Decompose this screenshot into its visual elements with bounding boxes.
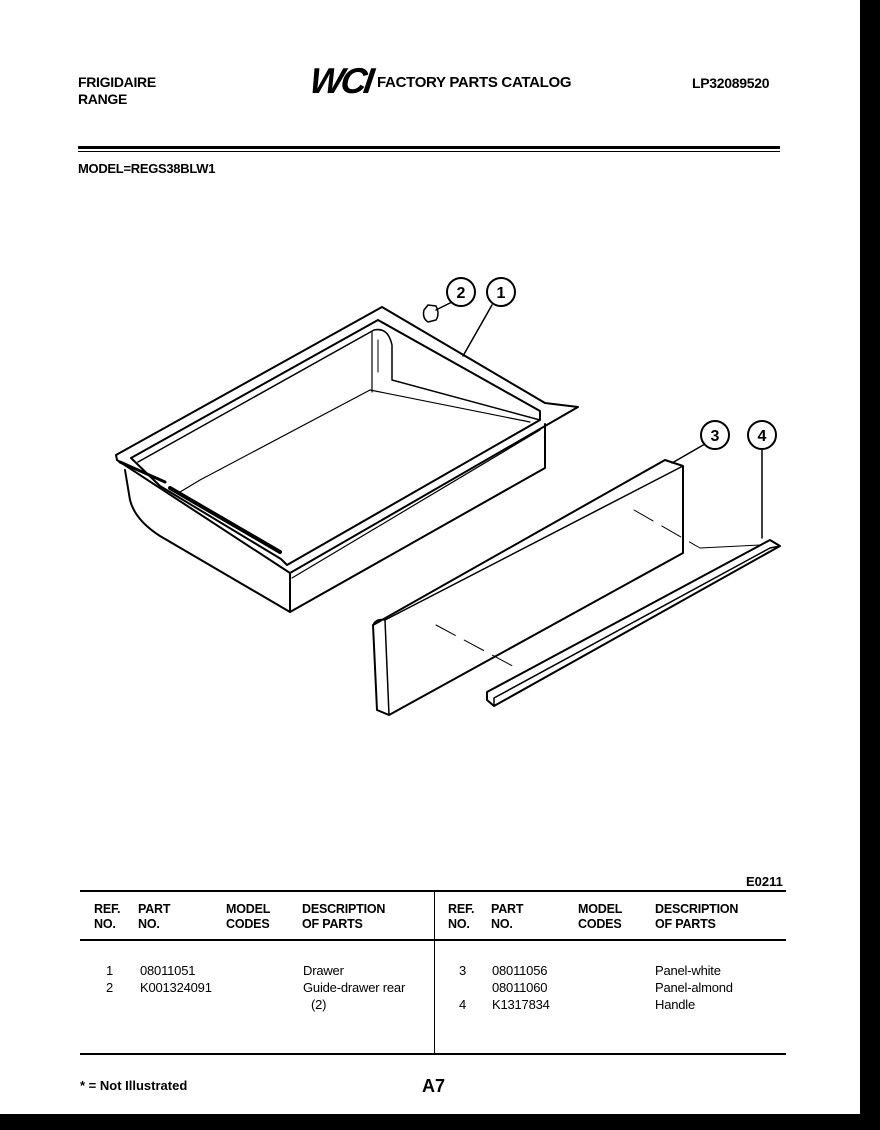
- callout-1-label: 1: [496, 285, 506, 302]
- header-part-no-right: PART NO.: [491, 902, 524, 931]
- table-row-right-2-desc: Panel-almond: [655, 980, 733, 995]
- callout-4-label: 4: [757, 428, 767, 445]
- table-row-left-1-desc: Drawer: [303, 963, 344, 978]
- header-ref-no-right: REF. NO.: [448, 902, 475, 931]
- table-row-right-1-ref: 3: [459, 963, 467, 978]
- table-row-right-3-ref: 4: [459, 997, 467, 1012]
- model-number: MODEL=REGS38BLW1: [78, 161, 216, 176]
- table-row-right-1-desc: Panel-white: [655, 963, 721, 978]
- table-header-rule: [80, 939, 786, 941]
- table-row-left-2-part: K001324091: [140, 980, 212, 995]
- brand-block: [78, 74, 156, 108]
- callout-2: [447, 278, 475, 306]
- table-row-left-2-ref: 2: [106, 980, 114, 995]
- header-ref-no-left: REF. NO.: [94, 902, 121, 931]
- table-row-left-2-desc: Guide-drawer rear: [303, 980, 406, 995]
- header-model-codes-right: MODEL CODES: [578, 902, 623, 931]
- callout-1: [487, 278, 515, 306]
- page-number: A7: [422, 1076, 446, 1096]
- callout-3-label: 3: [710, 428, 720, 445]
- header-part-no-left: PART NO.: [138, 902, 171, 931]
- handle-illustration: [487, 540, 780, 706]
- header-rule-thick: [78, 146, 780, 149]
- table-row-right-2-part: 08011060: [492, 980, 548, 995]
- header-description-left: DESCRIPTION OF PARTS: [302, 902, 386, 931]
- exploded-parts-diagram: [0, 260, 860, 740]
- product-type: RANGE: [78, 91, 128, 107]
- callout-4: [748, 421, 776, 449]
- footnote: * = Not Illustrated: [80, 1078, 188, 1093]
- drawer-illustration: [116, 305, 578, 612]
- catalog-number: LP32089520: [692, 75, 770, 91]
- table-top-rule: [80, 890, 786, 892]
- table-bottom-rule: [80, 1053, 786, 1055]
- callout-2-label: 2: [456, 285, 466, 302]
- table-row-right-3-desc: Handle: [655, 997, 695, 1012]
- panel-illustration: [373, 460, 700, 715]
- table-row-right-3-part: K1317834: [492, 997, 550, 1012]
- diagram-code: E0211: [746, 874, 783, 889]
- wci-logo: WCI: [307, 60, 374, 101]
- table-row-left-1-ref: 1: [106, 963, 114, 978]
- table-center-divider: [434, 890, 435, 1055]
- table-row-right-1-part: 08011056: [492, 963, 548, 978]
- table-row-left-3-desc: (2): [311, 997, 327, 1012]
- header-rule-thin: [78, 151, 780, 152]
- header-model-codes-left: MODEL CODES: [226, 902, 271, 931]
- table-row-left-1-part: 08011051: [140, 963, 196, 978]
- header-description-right: DESCRIPTION OF PARTS: [655, 902, 739, 931]
- catalog-title: FACTORY PARTS CATALOG: [377, 74, 572, 91]
- brand-name: FRIGIDAIRE: [78, 74, 156, 90]
- callout-3: [701, 421, 729, 449]
